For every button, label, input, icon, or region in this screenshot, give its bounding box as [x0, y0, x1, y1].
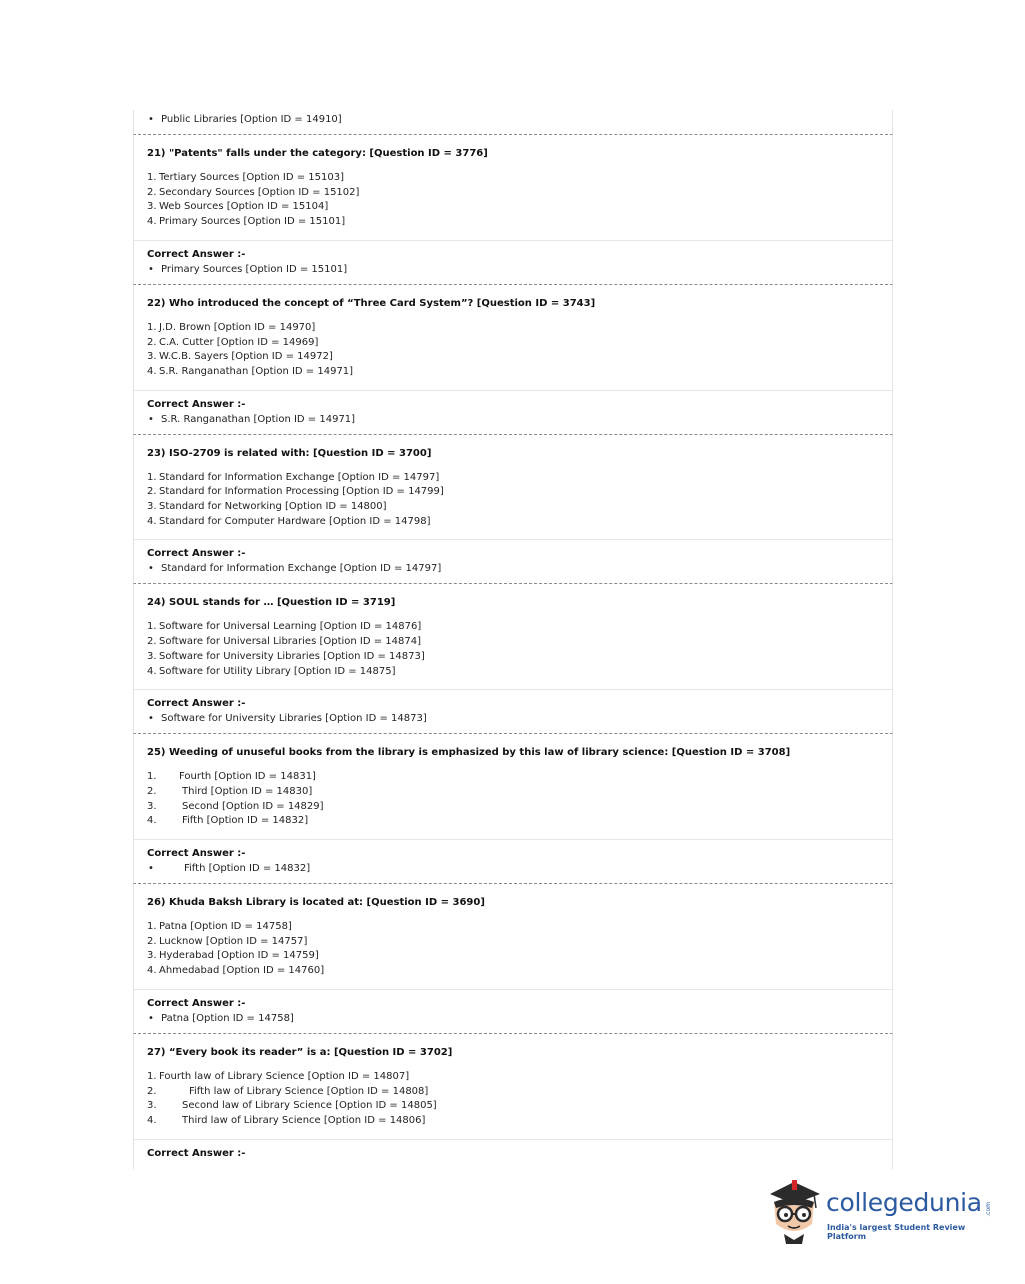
question-title: 25) Weeding of unuseful books from the library is emphasized by this law of library science: [Question ID = 3708] — [147, 747, 791, 759]
correct-answer — [134, 863, 892, 883]
option-number: 3. — [147, 950, 157, 962]
option-text: Ahmedabad [Option ID = 14760] — [159, 965, 325, 977]
question-block — [133, 135, 893, 241]
option-number: 2. — [147, 1085, 157, 1097]
bullet: • — [148, 263, 154, 275]
option-number: 3. — [147, 501, 157, 513]
option-item — [147, 949, 892, 964]
question-title: 21) "Patents" falls under the category: [Question ID = 3776] — [147, 148, 488, 159]
bullet: • — [148, 413, 154, 425]
correct-answer — [134, 414, 892, 434]
option-number: 1. — [147, 471, 157, 483]
option-item — [147, 665, 892, 680]
question-block — [133, 884, 893, 990]
answer-block — [133, 391, 893, 435]
option-number: 3. — [147, 800, 157, 812]
option-item — [147, 635, 892, 650]
correct-answer-label: Correct Answer :- — [147, 248, 246, 260]
logo-dotcom: .com — [985, 1202, 992, 1217]
answer-text: Software for University Libraries [Option ID = 14873] — [161, 713, 427, 725]
correct-answer-label: Correct Answer :- — [147, 698, 246, 710]
correct-answer — [134, 110, 892, 134]
option-number: 3. — [147, 351, 157, 363]
option-number: 2. — [147, 336, 157, 348]
option-number: 1. — [147, 321, 157, 333]
correct-answer — [134, 563, 892, 583]
previous-answer-block — [133, 110, 893, 135]
option-item — [147, 935, 892, 950]
option-item — [147, 800, 892, 815]
question-sheet — [133, 110, 893, 1169]
option-number: 4. — [147, 965, 157, 977]
option-text: Tertiary Sources [Option ID = 15103] — [159, 172, 344, 183]
correct-answer-label: Correct Answer :- — [147, 548, 246, 560]
option-text: Third law of Library Science [Option ID = 14806] — [182, 1114, 426, 1126]
option-item — [147, 964, 892, 979]
answer-text: Public Libraries [Option ID = 14910] — [161, 114, 342, 125]
option-text: Hyderabad [Option ID = 14759] — [159, 950, 319, 962]
correct-answer — [134, 264, 892, 284]
option-item — [147, 515, 892, 530]
option-item — [147, 500, 892, 515]
logo-wordmark: collegedunia — [826, 1188, 982, 1217]
option-item — [147, 650, 892, 665]
option-list — [134, 471, 892, 540]
question-block — [133, 734, 893, 840]
option-item — [147, 920, 892, 935]
question-title: 27) “Every book its reader” is a: [Question ID = 3702] — [147, 1046, 453, 1058]
option-text: Third [Option ID = 14830] — [182, 785, 313, 797]
option-number: 2. — [147, 935, 157, 947]
option-text: Software for Universal Libraries [Option ID = 14874] — [159, 636, 422, 648]
option-number: 2. — [147, 785, 157, 797]
option-number: 2. — [147, 636, 157, 648]
question-title: 26) Khuda Baksh Library is located at: [Question ID = 3690] — [147, 897, 485, 909]
option-number: 4. — [147, 365, 157, 377]
option-item — [147, 186, 892, 201]
question-title: 23) ISO-2709 is related with: [Question ID = 3700] — [147, 447, 432, 459]
option-list — [134, 321, 892, 390]
correct-answer-label: Correct Answer :- — [147, 1147, 246, 1159]
option-number: 3. — [147, 201, 157, 213]
option-text: S.R. Ranganathan [Option ID = 14971] — [159, 365, 354, 377]
option-number: 4. — [147, 216, 157, 228]
bullet: • — [148, 863, 154, 875]
answer-text: Patna [Option ID = 14758] — [161, 1012, 294, 1024]
option-text: Primary Sources [Option ID = 15101] — [159, 216, 346, 228]
option-item — [147, 336, 892, 351]
option-item — [147, 785, 892, 800]
mascot-icon — [764, 1176, 824, 1248]
answer-block — [133, 1140, 893, 1169]
option-text: Secondary Sources [Option ID = 15102] — [159, 186, 360, 198]
option-number: 1. — [147, 921, 157, 933]
correct-answer — [134, 713, 892, 733]
option-text: Fifth law of Library Science [Option ID = 14808] — [189, 1085, 429, 1097]
answer-block — [133, 241, 893, 285]
option-number: 1. — [147, 621, 157, 633]
option-number: 4. — [147, 665, 157, 677]
option-item — [147, 620, 892, 635]
option-text: W.C.B. Sayers [Option ID = 14972] — [159, 351, 333, 363]
answer-text: Standard for Information Exchange [Option ID = 14797] — [161, 563, 442, 575]
answer-text: S.R. Ranganathan [Option ID = 14971] — [161, 413, 356, 425]
option-list — [134, 1070, 892, 1139]
option-text: Patna [Option ID = 14758] — [159, 921, 292, 933]
option-text: J.D. Brown [Option ID = 14970] — [159, 321, 316, 333]
option-text: Fourth law of Library Science [Option ID = 14807] — [159, 1070, 410, 1082]
bullet: • — [148, 563, 154, 575]
answer-text: Primary Sources [Option ID = 15101] — [161, 263, 348, 275]
option-number: 4. — [147, 1114, 157, 1126]
option-text: Software for University Libraries [Option ID = 14873] — [159, 650, 425, 662]
option-text: Standard for Computer Hardware [Option ID = 14798] — [159, 515, 431, 527]
option-item — [147, 215, 892, 230]
option-number: 4. — [147, 515, 157, 527]
option-text: Fifth [Option ID = 14832] — [182, 815, 309, 827]
option-text: Web Sources [Option ID = 15104] — [159, 201, 329, 213]
question-block — [133, 584, 893, 690]
question-block — [133, 285, 893, 391]
correct-answer — [134, 1013, 892, 1033]
option-text: C.A. Cutter [Option ID = 14969] — [159, 336, 319, 348]
option-item — [147, 485, 892, 500]
option-number: 1. — [147, 1070, 157, 1082]
option-item — [147, 814, 892, 829]
answer-block — [133, 540, 893, 584]
option-item — [147, 365, 892, 380]
collegedunia-logo — [764, 1176, 994, 1248]
option-item — [147, 321, 892, 336]
question-list — [133, 135, 893, 1169]
bullet: • — [148, 713, 154, 725]
option-number: 3. — [147, 650, 157, 662]
correct-answer-label: Correct Answer :- — [147, 997, 246, 1009]
option-item — [147, 1099, 892, 1114]
option-item — [147, 171, 892, 186]
option-text: Standard for Information Processing [Option ID = 14799] — [159, 486, 444, 498]
option-text: Lucknow [Option ID = 14757] — [159, 935, 308, 947]
option-list — [134, 620, 892, 689]
option-text: Second [Option ID = 14829] — [182, 800, 324, 812]
question-title: 24) SOUL stands for … [Question ID = 3719] — [147, 597, 396, 609]
correct-answer-label: Correct Answer :- — [147, 398, 246, 410]
option-number: 4. — [147, 815, 157, 827]
option-item — [147, 1085, 892, 1100]
option-text: Fourth [Option ID = 14831] — [179, 771, 316, 783]
logo-tagline: India's largest Student Review Platform — [827, 1223, 966, 1241]
option-text: Standard for Information Exchange [Option ID = 14797] — [159, 471, 440, 483]
option-text: Software for Universal Learning [Option ID = 14876] — [159, 621, 422, 633]
option-number: 2. — [147, 486, 157, 498]
option-number: 1. — [147, 771, 157, 783]
bullet: • — [148, 1012, 154, 1024]
option-list — [134, 920, 892, 989]
option-item — [147, 471, 892, 486]
answer-block — [133, 990, 893, 1034]
option-item — [147, 1070, 892, 1085]
option-item — [147, 200, 892, 215]
option-item — [147, 1114, 892, 1129]
answer-block — [133, 690, 893, 734]
option-number: 3. — [147, 1100, 157, 1112]
question-title: 22) Who introduced the concept of “Three Card System”? [Question ID = 3743] — [147, 297, 596, 309]
option-item — [147, 770, 892, 785]
option-number: 1. — [147, 172, 157, 183]
answer-text: Fifth [Option ID = 14832] — [184, 863, 311, 875]
answer-block — [133, 840, 893, 884]
correct-answer-label: Correct Answer :- — [147, 848, 246, 860]
option-text: Second law of Library Science [Option ID = 14805] — [182, 1100, 437, 1112]
bullet: • — [148, 114, 154, 125]
option-number: 2. — [147, 186, 157, 198]
option-text: Standard for Networking [Option ID = 14800] — [159, 501, 387, 513]
option-list — [134, 171, 892, 240]
question-block — [133, 1034, 893, 1140]
option-text: Software for Utility Library [Option ID = 14875] — [159, 665, 396, 677]
option-item — [147, 350, 892, 365]
option-list — [134, 770, 892, 839]
question-block — [133, 435, 893, 541]
